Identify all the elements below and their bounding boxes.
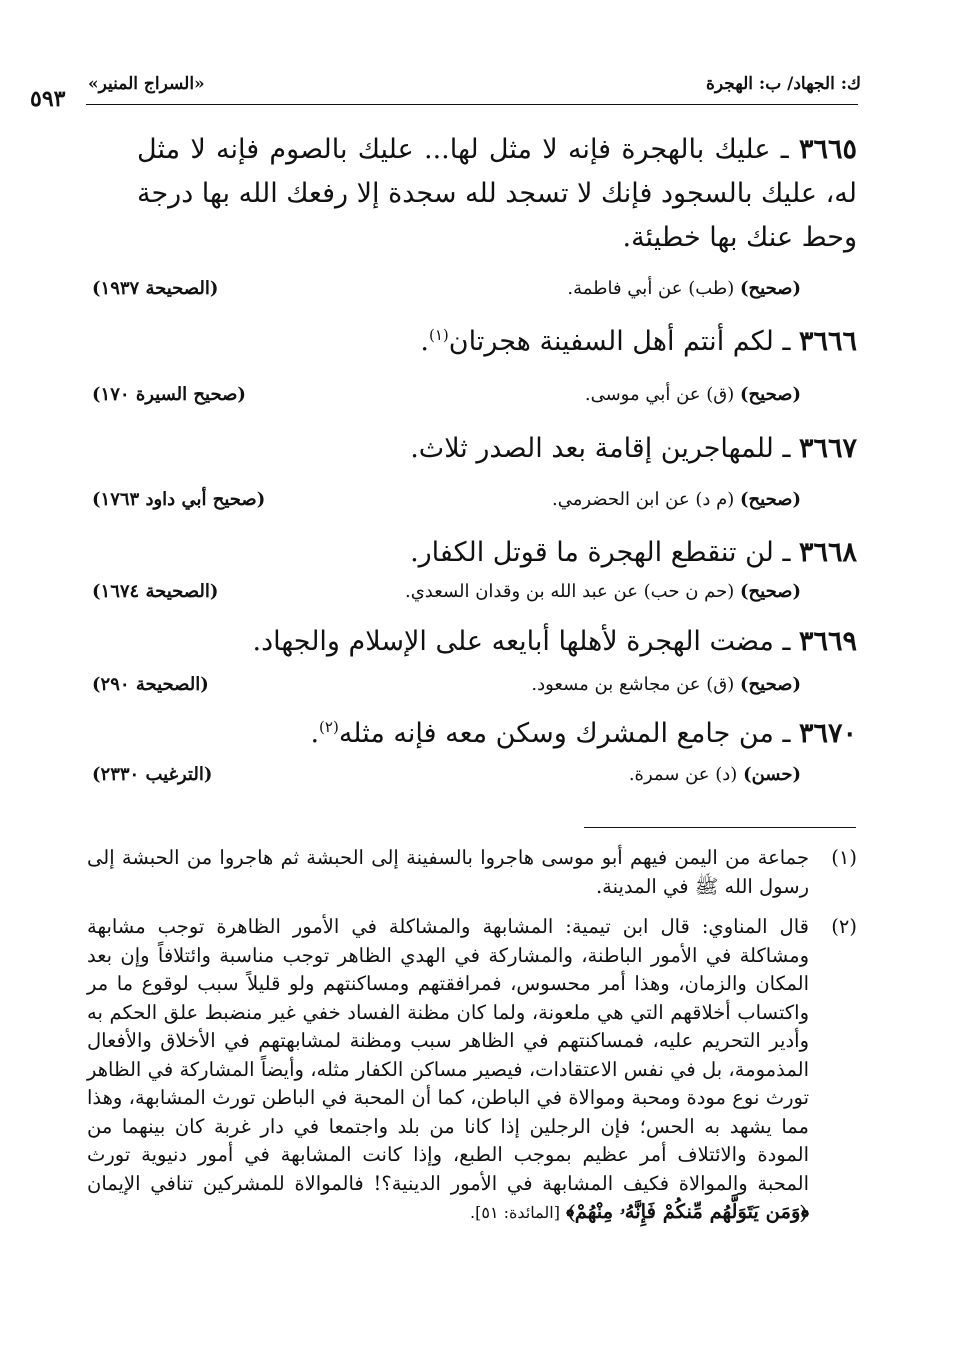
hadith-text-end: .	[310, 718, 320, 749]
grade-label: (صحيح)	[740, 384, 801, 405]
hadith-number: ٣٦٧٠	[798, 718, 857, 749]
grade-label: (صحيح)	[740, 674, 801, 695]
hadith-number: ٣٦٦٦	[798, 326, 857, 357]
source-text: (د) عن سمرة.	[628, 764, 738, 785]
quran-reference: [المائدة: ٥١].	[470, 1203, 560, 1222]
footnote-2	[87, 913, 857, 1228]
hadith-text: ـ من جامع المشرك وسكن معه فإنه مثله	[338, 718, 791, 749]
running-header-book-title: «السراج المنير»	[88, 74, 205, 94]
grade-label: (صحيح)	[740, 489, 801, 510]
hadith-reference: (صحيح السيرة ١٧٠)	[92, 384, 246, 405]
footnote-1	[87, 844, 857, 901]
hadith-3667	[137, 427, 857, 471]
hadith-number: ٣٦٦٨	[798, 537, 857, 568]
hadith-reference: (صحيح أبي داود ١٧٦٣)	[92, 489, 266, 510]
source-text: (ق) عن مجاشع بن مسعود.	[531, 674, 735, 695]
hadith-3668	[137, 531, 857, 575]
hadith-reference: (الصحيحة ١٦٧٤)	[92, 581, 219, 602]
hadith-3669	[137, 620, 857, 664]
source-text: (م د) عن ابن الحضرمي.	[552, 489, 735, 510]
footnote-text: قال المناوي: قال ابن تيمية: المشابهة والمشاكلة في الأمور الظاهرة توجب مشابهة ومشاكلة في الأمور الباطنة، والمشاركة في الهدي الظاهر توجب مناسبة وائتلافاً وإن بعد المكان والزمان، وهذا أمر محسوس، فمرافقتهم ومساكنتهم ولو قليلاً سبب لوقوع ما مر واكتساب أخلاقهم التي هي ملعونة، ولما كان مظنة الفساد خفي غير منضبط علق الحكم به وأدير التحريم عليه، فمساكنتهم في الظاهر سبب ومظنة لمشابهتهم في الأخلاق والأفعال المذمومة، بل في نفس الاعتقادات، فيصير مساكن الكفار مثله، وأيضاً المشاركة في الظاهر تورث نوع مودة ومحبة وموالاة في الباطن، كما أن المحبة في الباطن تورث المشابهة، وهذا مما يشهد به الحس؛ فإن الرجلين إذا كانا من بلد واجتمعا في دار غربة كان بينهما من المودة والائتلاف أمر عظيم بموجب الطبع، وإذا كانت المشابهة في أمور دنيوية تورث المحبة والموالاة فكيف المشابهة في الأمور الدينية؟! فالموالاة للمشركين تنافي الإيمان	[87, 915, 809, 1195]
quran-verse: ﴿وَمَن يَتَوَلَّهُم مِّنكُمْ فَإِنَّهُۥ مِنْهُمْ﴾	[566, 1200, 809, 1223]
footnote-text: جماعة من اليمن فيهم أبو موسى هاجروا بالسفينة إلى الحبشة ثم هاجروا من الحبشة إلى رسول الله ﷺ في المدينة.	[87, 846, 809, 898]
hadith-text: ـ مضت الهجرة لأهلها أبايعه على الإسلام والجهاد.	[252, 626, 791, 657]
source-text: (حم ن حب) عن عبد الله بن وقدان السعدي.	[405, 581, 735, 602]
hadith-reference: (الصحيحة ١٩٣٧)	[92, 278, 219, 299]
hadith-3666	[137, 320, 857, 364]
hadith-number: ٣٦٦٥	[798, 134, 857, 165]
hadith-reference: (الترغيب ٢٣٣٠)	[92, 764, 213, 785]
footnote-divider	[584, 827, 856, 828]
grade-label: (صحيح)	[740, 581, 801, 602]
hadith-text: ـ لكم أنتم أهل السفينة هجرتان	[448, 326, 791, 357]
hadith-text: ـ لن تنقطع الهجرة ما قوتل الكفار.	[410, 537, 791, 568]
source-text: (ق) عن أبي موسى.	[584, 384, 735, 405]
source-text: (طب) عن أبي فاطمة.	[567, 278, 735, 299]
hadith-text-end: .	[420, 326, 429, 357]
page-number: ٥٩٣	[30, 86, 66, 112]
running-header-chapter: ك: الجهاد/ ب: الهجرة	[706, 74, 861, 94]
hadith-number: ٣٦٦٩	[798, 626, 857, 657]
hadith-3670	[137, 712, 857, 756]
grade-label: (حسن)	[743, 764, 801, 785]
footnote-marker: (١)	[831, 846, 857, 869]
footnote-reference-1[interactable]: (١)	[428, 326, 449, 344]
grade-label: (صحيح)	[740, 278, 801, 299]
header-divider	[86, 104, 858, 105]
hadith-reference: (الصحيحة ٢٩٠)	[92, 674, 209, 695]
footnote-reference-2[interactable]: (٢)	[319, 718, 339, 736]
footnote-body	[87, 913, 809, 1228]
footnote-marker: (٢)	[831, 915, 857, 938]
hadith-3665	[137, 128, 857, 260]
hadith-text: ـ للمهاجرين إقامة بعد الصدر ثلاث.	[410, 433, 791, 464]
hadith-text: ـ عليك بالهجرة فإنه لا مثل لها... عليك بالصوم فإنه لا مثل له، عليك بالسجود فإنك لا تسجد لله سجدة إلا رفعك الله بها درجة وحط عنك بها خطيئة.	[136, 134, 857, 253]
hadith-number: ٣٦٦٧	[798, 433, 857, 464]
